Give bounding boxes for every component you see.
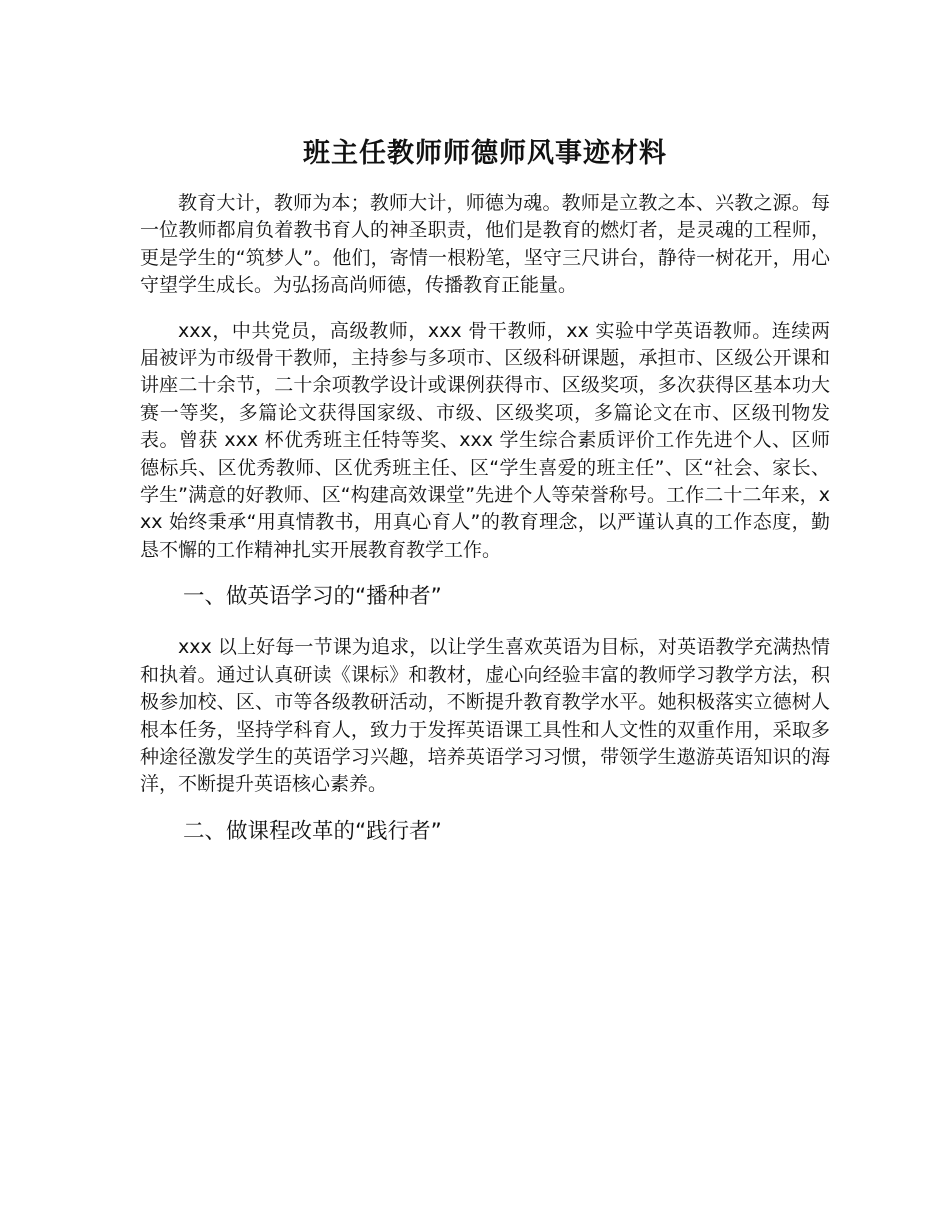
section-heading-2: 二、做课程改革的“践行者” [183,818,442,844]
document-body [140,134,830,869]
section-1-paragraph: xxx 以上好每一节课为追求，以让学生喜欢英语为目标，对英语教学充满热情和执着。通过认真研读《课标》和教材，虚心向经验丰富的教师学习教学方法，积极参加校、区、市等各级教研活动，不断提升教育教学水平。她积极落实立德树人根本任务，坚持学科育人，致力于发挥英语课工具性和人文性的双重作用，采取多种途径激发学生的英语学习兴趣，培养英语学习习惯，带领学生遨游英语知识的海洋，不断提升英语核心素养。 [140,636,830,796]
profile-paragraph: xxx，中共党员，高级教师，xxx 骨干教师，xx 实验中学英语教师。连续两届被评为市级骨干教师，主持参与多项市、区级科研课题，承担市、区级公开课和讲座二十余节，二十余项教学设计或课例获得市、区级奖项，多次获得区基本功大赛一等奖，多篇论文获得国家级、市级、区级奖项，多篇论文在市、区级刊物发表。曾获 xxx 杯优秀班主任特等奖、xxx 学生综合素质评价工作先进个人、区师德标兵、区优秀教师、区优秀班主任、区“学生喜爱的班主任”、区“社会、家长、学生”满意的好教师、区“构建高效课堂”先进个人等荣誉称号。工作二十二年来，xxx 始终秉承“用真情教书，用真心育人”的教育理念，以严谨认真的工作态度，勤恳不懈的工作精神扎实开展教育教学工作。 [140,319,830,561]
document-title: 班主任教师师德师风事迹材料 [303,138,667,169]
section-heading-1: 一、做英语学习的“播种者” [183,584,442,610]
intro-paragraph: 教育大计，教师为本；教师大计，师德为魂。教师是立教之本、兴教之源。每一位教师都肩负着教书育人的神圣职责，他们是教育的燃灯者，是灵魂的工程师，更是学生的“筑梦人”。他们，寄情一根粉笔，坚守三尺讲台，静待一树花开，用心守望学生成长。为弘扬高尚师德，传播教育正能量。 [140,192,830,297]
